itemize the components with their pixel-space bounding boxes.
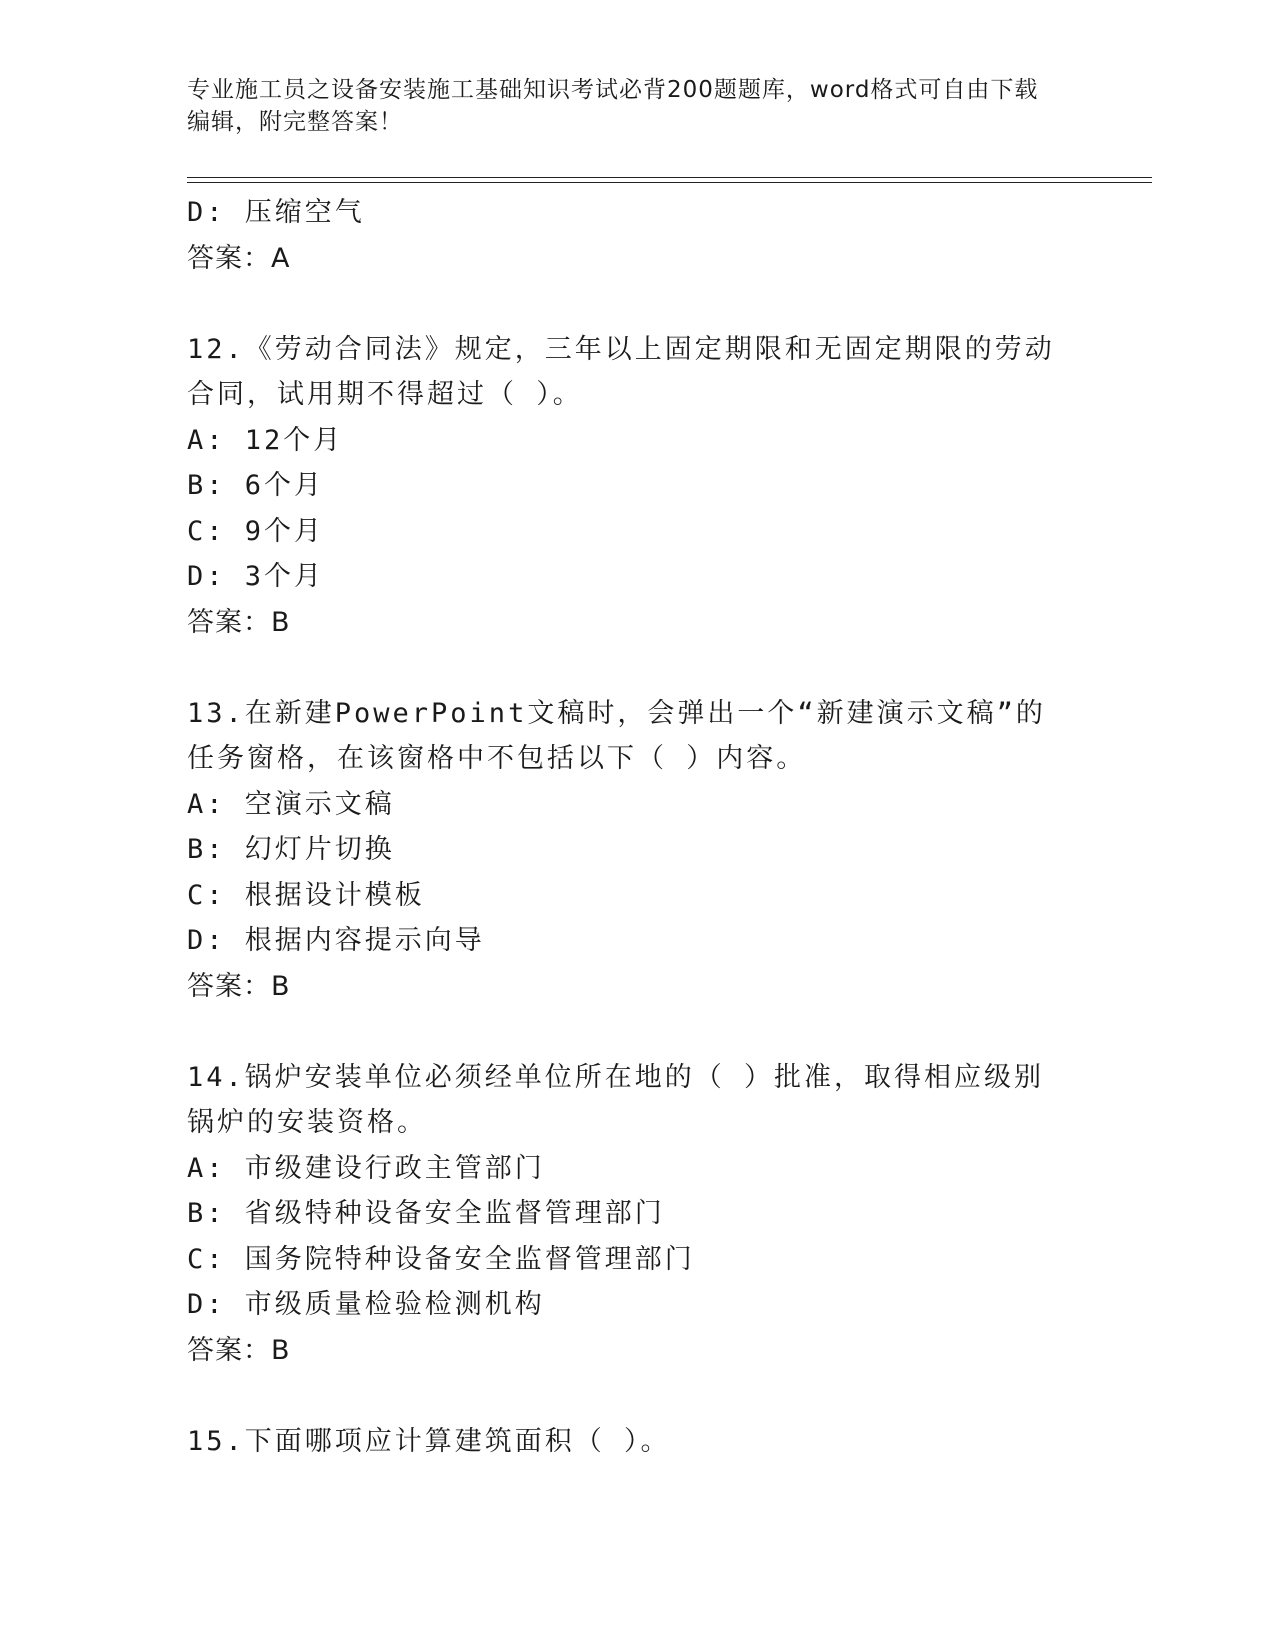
option-c: C: 国务院特种设备安全监督管理部门 bbox=[187, 1243, 695, 1275]
option-c: C: 根据设计模板 bbox=[187, 879, 425, 911]
header-line-2: 编辑，附完整答案！ bbox=[187, 109, 403, 135]
answer: 答案：B bbox=[187, 970, 291, 1002]
option-b: B: 省级特种设备安全监督管理部门 bbox=[187, 1198, 665, 1229]
option-b: B: 6个月 bbox=[187, 470, 325, 501]
document-body bbox=[187, 190, 1107, 1464]
option-a: A: 市级建设行政主管部门 bbox=[187, 1152, 545, 1184]
option-a: A: 空演示文稿 bbox=[187, 788, 395, 820]
spacer bbox=[187, 1009, 1107, 1055]
header-divider-bottom bbox=[187, 182, 1152, 183]
prev-question-option-d: D: 压缩空气 bbox=[187, 197, 365, 228]
question-text: 13.在新建PowerPoint文稿时，会弹出一个“新建演示文稿”的任务窗格，在该窗格中不包括以下（ ）内容。 bbox=[187, 697, 1046, 774]
option-c: C: 9个月 bbox=[187, 515, 325, 547]
option-d: D: 根据内容提示向导 bbox=[187, 925, 485, 956]
option-b: B: 幻灯片切换 bbox=[187, 834, 395, 865]
question-text: 15.下面哪项应计算建筑面积（ ）。 bbox=[187, 1425, 671, 1457]
document-header bbox=[187, 74, 1087, 138]
question-text: 14.锅炉安装单位必须经单位所在地的（ ）批准，取得相应级别锅炉的安装资格。 bbox=[187, 1061, 1045, 1138]
question-block bbox=[187, 1419, 1107, 1465]
spacer bbox=[187, 645, 1107, 691]
prev-question-answer: 答案：A bbox=[187, 242, 291, 274]
option-d: D: 市级质量检验检测机构 bbox=[187, 1289, 545, 1320]
question-block bbox=[187, 1055, 1107, 1374]
option-d: D: 3个月 bbox=[187, 561, 325, 592]
option-a: A: 12个月 bbox=[187, 424, 344, 456]
answer: 答案：B bbox=[187, 1334, 291, 1366]
question-block bbox=[187, 691, 1107, 1010]
spacer bbox=[187, 1373, 1107, 1419]
header-divider-top bbox=[187, 177, 1152, 178]
answer: 答案：B bbox=[187, 606, 291, 638]
question-text: 12.《劳动合同法》规定，三年以上固定期限和无固定期限的劳动合同，试用期不得超过（ ）。 bbox=[187, 333, 1055, 410]
question-block bbox=[187, 327, 1107, 646]
spacer bbox=[187, 281, 1107, 327]
header-line-1: 专业施工员之设备安装施工基础知识考试必背200题题库，word格式可自由下载 bbox=[187, 77, 1039, 103]
